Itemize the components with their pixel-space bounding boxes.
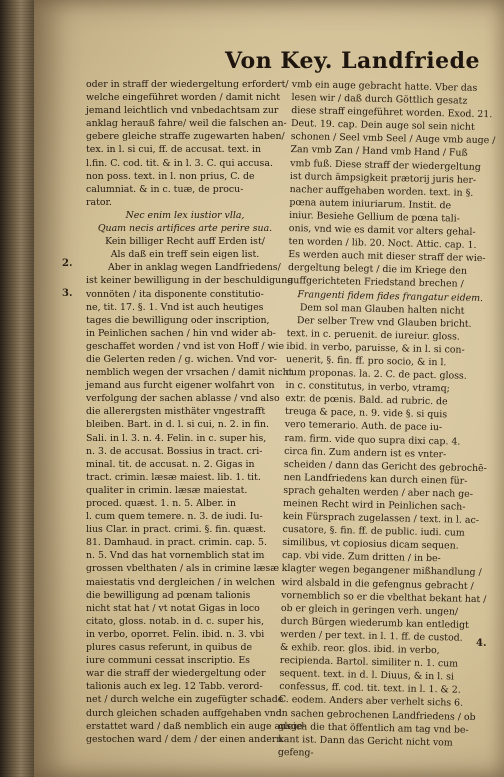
- text-line: war die straff der wiedergeltung oder: [86, 668, 266, 680]
- text-line: similibus, vt copiosius dicam sequen.: [282, 537, 459, 552]
- text-line: kein Fürsprach zugelassen / text. in l. ac-: [282, 510, 480, 527]
- text-line: nicht stat hat / vt notat Gigas in loco: [86, 602, 260, 614]
- text-line: iniur. Besiehe Gellium de pœna tali-: [289, 209, 460, 225]
- text-line: bleiben. Bart. in d. l. si cui, n. 2. in fin.: [86, 419, 269, 431]
- text-line: proced. quæst. 1. n. 5. Alber. in: [86, 498, 236, 509]
- text-line: lesen wir / daß durch Göttlich gesatz: [291, 92, 468, 107]
- text-line: wird alsbald in die gefengnus gebracht /: [281, 576, 474, 592]
- text-line: in Peinlichen sachen / hin vnd wider ab-: [86, 327, 276, 339]
- text-line: durch Bürgen wiederumb kan entledigt: [280, 615, 469, 631]
- text-line: verfolgung der sachen ablasse / vnd also: [86, 393, 280, 405]
- text-line: dergeltung belegt / die im Kriege den: [287, 262, 468, 278]
- text-line: text. in c. peruenit. de iureiur. gloss.: [286, 327, 460, 343]
- text-line: ist durch ämpsigkeit prætorij juris her-: [289, 170, 477, 186]
- text-line: Kein billiger Recht auff Erden ist/: [105, 236, 265, 248]
- text-line: tract. crimin. læsæ maiest. lib. 1. tit.: [86, 471, 261, 483]
- text-line: uenerit, §. fin. ff. pro socio, & in l.: [285, 353, 447, 369]
- text-line: talionis auch ex leg. 12 Tabb. verord-: [86, 681, 263, 693]
- text-line: kant ist. Dann das Gericht nicht vom: [278, 733, 453, 749]
- text-line: gebere gleiche straffe zugewarten haben/: [86, 131, 285, 143]
- text-line: vero temerario. Auth. de pace iu-: [284, 419, 443, 434]
- text-line: Als daß ein treff sein eigen list.: [110, 249, 260, 261]
- text-line: ram. firm. vide quo supra dixi cap. 4.: [284, 432, 461, 448]
- text-line: gefeng-: [277, 746, 314, 759]
- text-line: Aber in anklag wegen Landfriedens/: [108, 262, 281, 274]
- text-line: Deut. 19. cap. Dein auge sol sein nicht: [290, 118, 475, 134]
- text-line: sequent. text. in d. l. Diuus, & in l. si: [279, 668, 455, 683]
- text-line: oder in straff der wiedergeltung erfordert/: [86, 79, 289, 90]
- text-line: onis, vnd wie es damit vor alters gehal-: [288, 222, 476, 238]
- text-line: Zan vmb Zan / Hand vmb Hand / Fuß: [290, 144, 468, 160]
- text-line: ne, tit. 17. §. 1. Vnd ist auch heutiges: [86, 301, 264, 313]
- text-line: jemand leichtlich vnd vnbedachtsam zur: [86, 105, 279, 117]
- text-line: rator.: [86, 196, 112, 208]
- text-line: circa fin. Zum andern ist es vnter-: [284, 445, 447, 460]
- text-line: durch gleichen schaden auffgehaben vnd: [86, 707, 282, 719]
- text-line: extr. de pœnis. Bald. ad rubric. de: [285, 393, 448, 408]
- running-header: Von Key. Landfriede: [225, 48, 480, 74]
- text-line: minal. tit. de accusat. n. 2. Gigas in: [86, 458, 255, 470]
- text-line: treuga & pace, n. 9. vide §. si quis: [284, 406, 448, 421]
- text-line: vmb fuß. Diese straff der wiedergeltung: [290, 157, 481, 173]
- text-line: welche eingeführet worden / damit nicht: [86, 92, 281, 104]
- text-line: ibid. in verbo, paruisse, & in l. si con-: [286, 340, 465, 356]
- left-text-column: [86, 78, 306, 746]
- text-line: in c. constitutus, in verbo, vtramq;: [285, 380, 450, 395]
- text-line: meinen Recht wird in Peinlichen sach-: [282, 497, 466, 513]
- text-line: erstattet ward / daß nemblich ein auge ausge-: [86, 720, 306, 732]
- text-line: qualiter in crimin. læsæ maiestat.: [86, 484, 248, 496]
- text-line: pœna autem iniuriarum. Instit. de: [289, 196, 452, 212]
- text-line: Es werden auch mit dieser straff der wie-: [288, 249, 486, 265]
- text-line: ob er gleich in geringen verh. ungen/: [280, 602, 459, 618]
- text-line: Quam necis artifices arte perire sua.: [97, 223, 273, 235]
- text-line: Nec enim lex iustior vlla,: [125, 209, 245, 221]
- text-line: klagter wegen begangener mißhandlung /: [281, 563, 482, 579]
- text-line: confessus, ff. cod. tit. text. in l. 1. & 2.: [279, 681, 461, 696]
- right-text-column: [277, 78, 496, 762]
- text-line: ten worden / lib. 20. Noct. Attic. cap. 1.: [288, 236, 477, 252]
- text-line: die bewilligung ad pœnam talionis: [86, 589, 251, 601]
- text-line: cap. vbi vide. Zum dritten / in be-: [281, 550, 441, 565]
- text-line: vornemblich so er die vbelthat bekant hat /: [281, 589, 487, 605]
- margin-number-4: 4.: [476, 638, 487, 649]
- text-line: die Gelerten reden / g. wichen. Vnd vor-: [86, 353, 277, 365]
- text-line: ist keiner bewilligung in der beschuldigung: [86, 275, 294, 287]
- text-line: Frangenti fidem fides frangatur eidem.: [297, 288, 484, 304]
- text-line: geschaffet worden / vnd ist von Hoff / wie: [86, 340, 285, 352]
- text-line: grossen vbelthaten / als in crimine læsæ: [86, 563, 280, 575]
- text-line: diese straff eingeführet worden. Exod. 21.: [291, 105, 493, 121]
- text-line: gestochen ward / dem / der einen andern: [86, 733, 283, 745]
- text-line: 81. Damhaud. in pract. crimin. cap. 5.: [86, 537, 267, 549]
- margin-number-3: 3.: [62, 288, 73, 299]
- text-line: anklag herauß fahre/ weil die falschen an-: [86, 118, 287, 130]
- text-line: Der selber Trew vnd Glauben bricht.: [296, 314, 472, 330]
- text-line: & exhib. reor. glos. ibid. in verbo,: [279, 641, 440, 657]
- book-fore-edge: [0, 0, 38, 777]
- text-line: in verbo, oporret. Felin. ibid. n. 3. vbi: [86, 628, 265, 640]
- text-line: net / durch welche ein zugefügter schade: [86, 694, 284, 706]
- text-line: n. 5. Vnd das hat vornemblich stat im: [86, 550, 265, 562]
- text-line: plures casus referunt, in quibus de: [86, 642, 253, 654]
- text-line: nemblich wegen der vrsachen / damit nicht: [86, 367, 293, 379]
- text-line: lius Clar. in pract. crimi. §. fin. quæst.: [86, 524, 266, 536]
- text-line: calumniat. & in c. tuæ, de procu-: [86, 183, 244, 195]
- text-line: tages die bewilligung oder inscription,: [86, 314, 270, 326]
- text-line: jemand aus furcht eigener wolfahrt von: [86, 380, 275, 392]
- text-line: non poss. text. in l. non prius, C. de: [86, 170, 255, 182]
- text-line: gleich die that öffentlich am tag vnd be-: [278, 720, 469, 736]
- text-line: vmb ein auge gebracht hatte. Vber das: [291, 78, 478, 94]
- text-line: nen Landfriedens kan durch einen für-: [283, 471, 468, 487]
- text-line: citato, gloss. notab. in d. c. super his,: [86, 615, 265, 627]
- text-line: vonnöten / ita disponente constitutio-: [86, 288, 264, 300]
- text-line: l.fin. C. cod. tit. & in l. 3. C. qui accusa.: [86, 157, 273, 169]
- text-line: Sali. in l. 3. n. 4. Felin. in c. super his,: [86, 432, 267, 444]
- text-line: n. 3. de accusat. Bossius in tract. cri-: [86, 445, 263, 457]
- text-line: auffgerichteten Friedstand brechen /: [287, 275, 464, 291]
- text-line: die allerergsten misthäter vngestrafft: [86, 406, 266, 418]
- text-line: C. eodem. Anders aber verhelt sichs 6.: [278, 694, 464, 710]
- margin-number-2: 2.: [62, 258, 73, 269]
- text-line: cusatore, §. fin. ff. de public. iudi. cum: [282, 524, 465, 539]
- text-line: l. cum quem temere. n. 3. de iudi. Iu-: [86, 511, 263, 523]
- text-line: nacher auffgehaben worden. text. in §.: [289, 183, 474, 199]
- text-line: cum proponas. la. 2. C. de pact. gloss.: [285, 366, 467, 382]
- text-line: iure communi cessat inscriptio. Es: [86, 655, 250, 667]
- text-line: Dem sol man Glauben halten nicht: [299, 301, 465, 317]
- text-line: scheiden / dann das Gericht des gebrochē-: [283, 458, 487, 474]
- text-line: recipienda. Bartol. similiter n. 1. cum: [279, 654, 459, 670]
- text-line: werden / per text. in l. 1. ff. de custod.: [280, 628, 463, 644]
- text-line: tex. in l. si cui, ff. de accusat. text. in: [86, 144, 262, 156]
- text-line: in sachen gebrochenen Landfriedens / ob: [278, 707, 476, 723]
- text-line: schonen / Seel vmb Seel / Auge vmb auge /: [290, 131, 496, 147]
- text-line: maiestatis vnd dergleichen / in welchen: [86, 576, 276, 588]
- text-line: sprach gehalten werden / aber nach ge-: [283, 484, 474, 500]
